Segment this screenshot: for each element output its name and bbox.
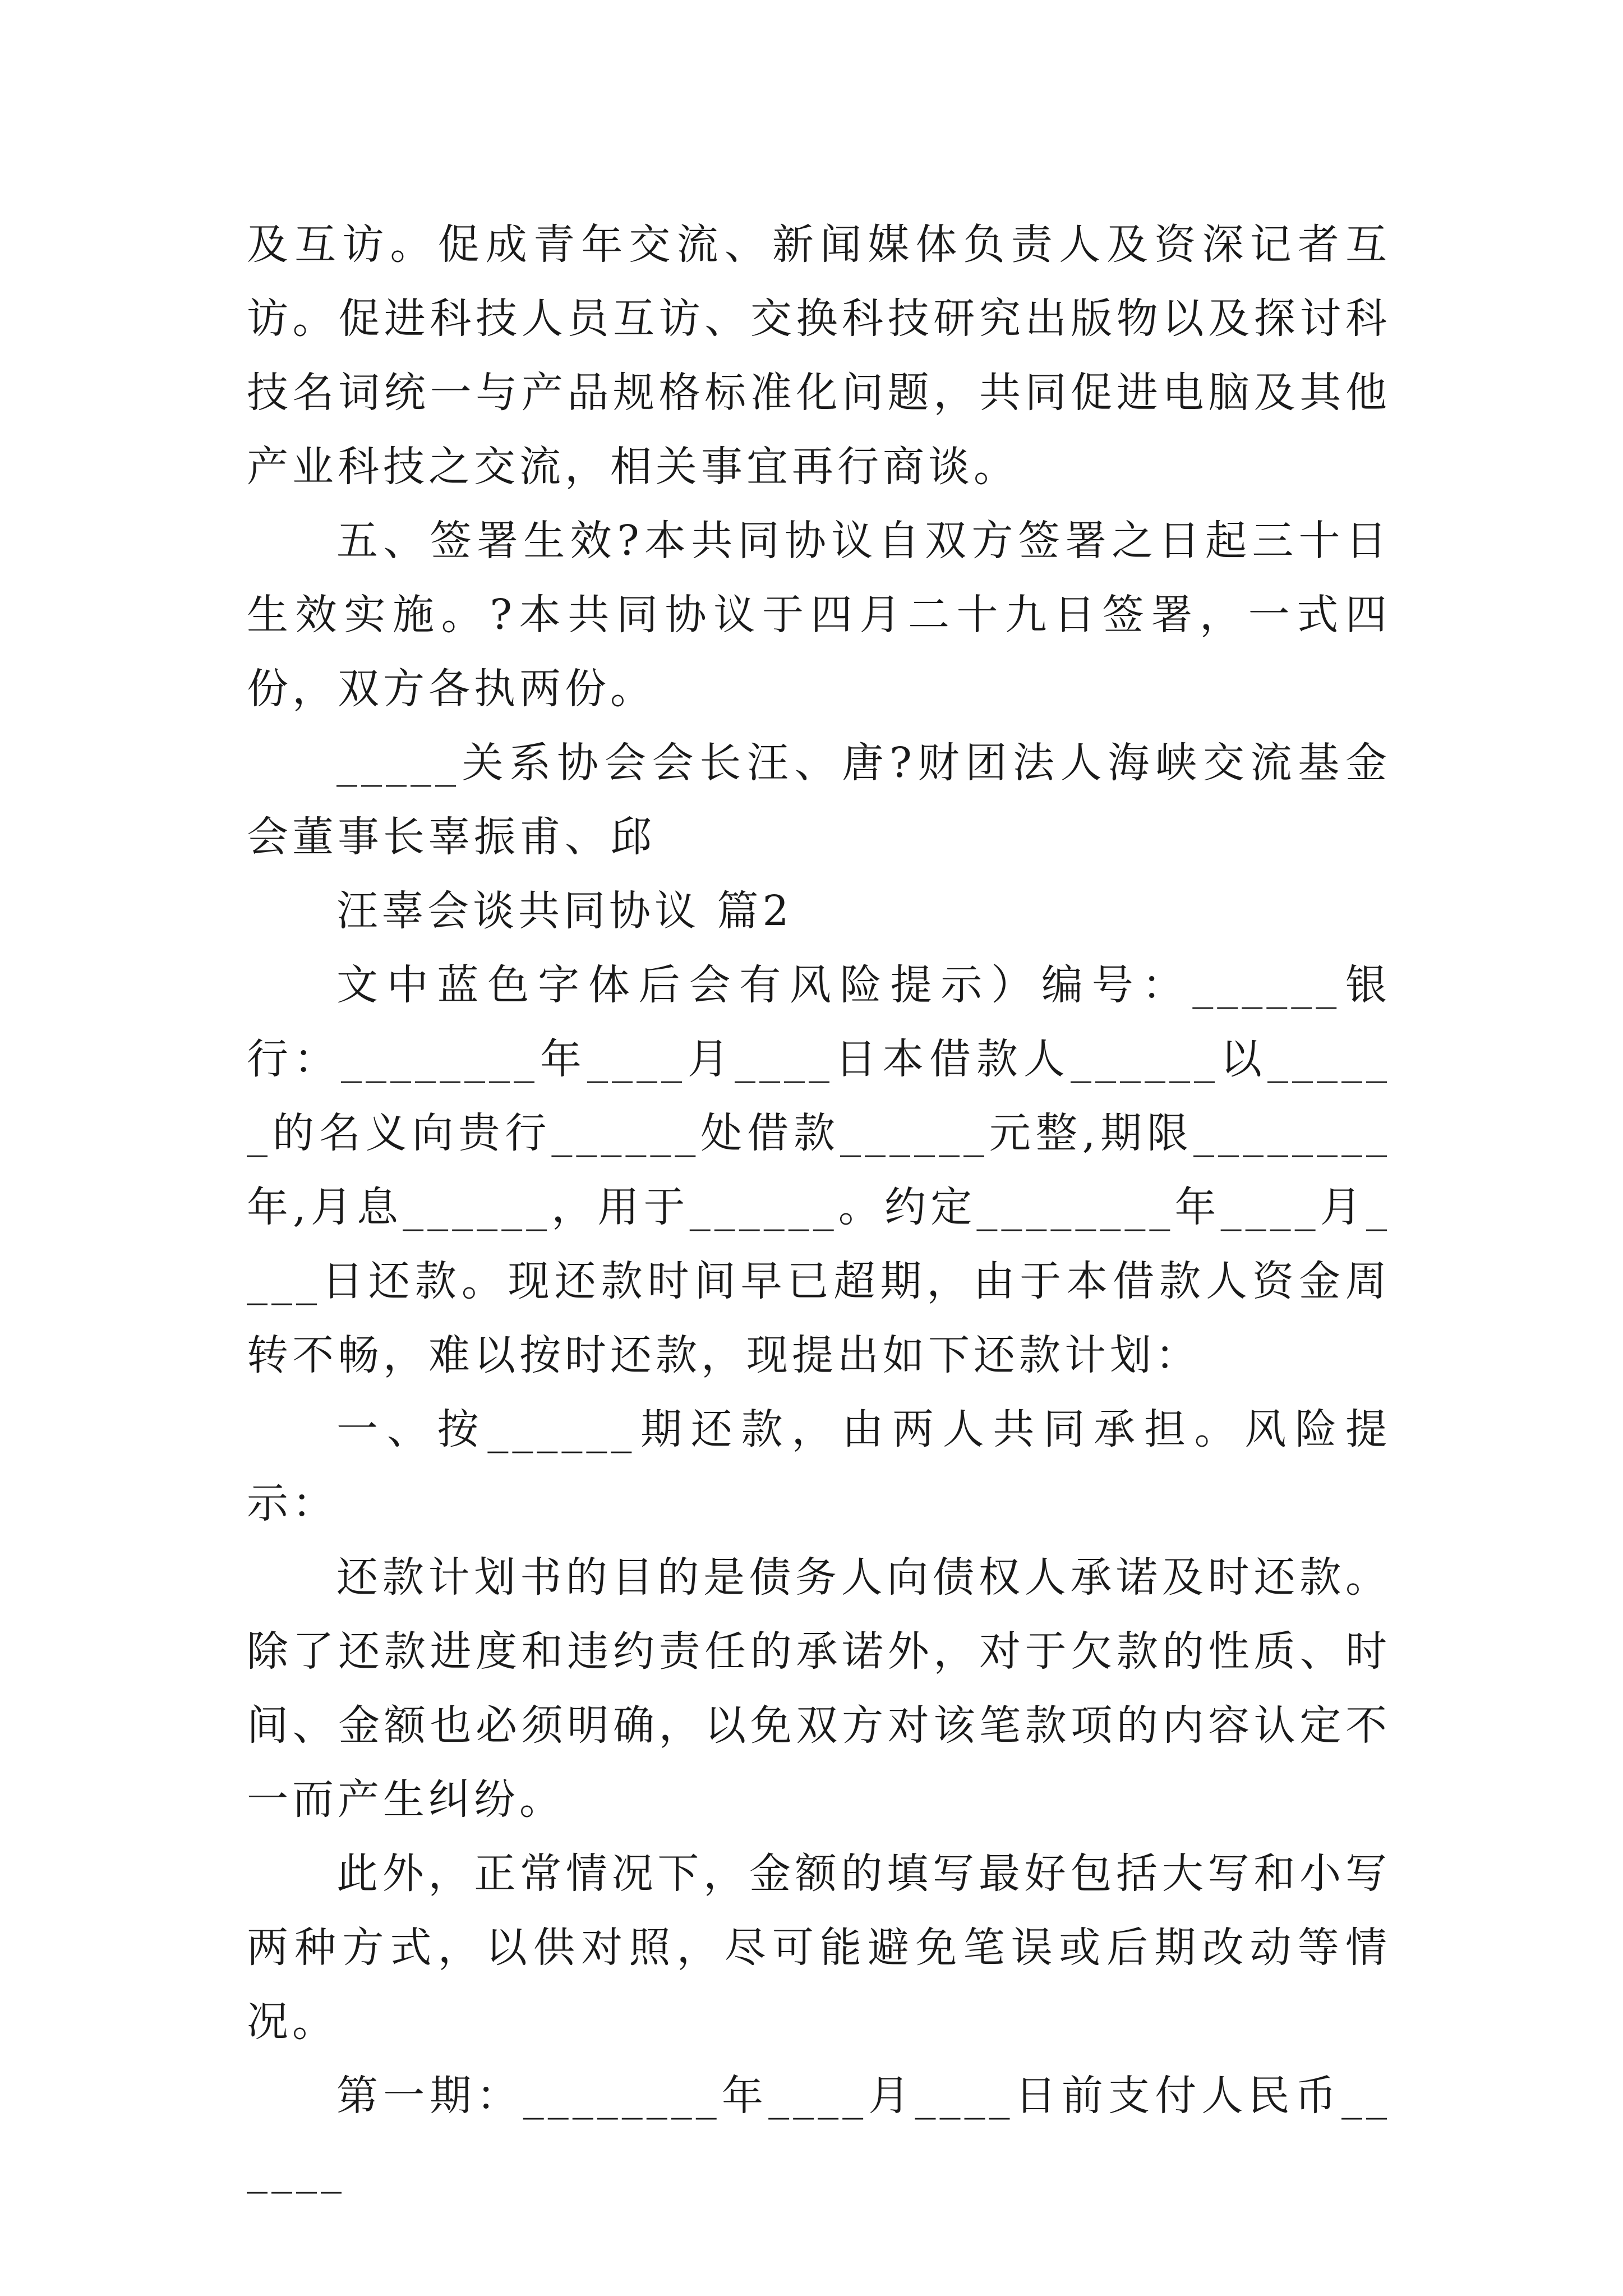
paragraph-risk-note: 还款计划书的目的是债务人向债权人承诺及时还款。除了还款进度和违约责任的承诺外，对于欠款的性质、时间、金额也必须明确，以免双方对该笔款项的内容认定不一而产生纠纷。 <box>247 1553 1391 1824</box>
section-heading: 汪辜会谈共同协议 篇2 <box>336 887 793 935</box>
paragraph-amount-format: 此外，正常情况下，金额的填写最好包括大写和小写两种方式，以供对照，尽可能避免笔误或后期改动等情况。 <box>247 1849 1391 2046</box>
paragraph-exchange-visits: 及互访。促成青年交流、新闻媒体负责人及资深记者互访。促进科技人员互访、交换科技研究出版物以及探讨科技名词统一与产品规格标准化问题，共同促进电脑及其他产业科技之交流，相关事宜再行商谈。 <box>247 220 1391 491</box>
paragraph-signatories: _____关系协会会长汪、唐?财团法人海峡交流基金会董事长辜振甫、邱 <box>247 739 1391 861</box>
paragraph-installment-terms: 一、按______期还款，由两人共同承担。风险提示： <box>247 1405 1391 1527</box>
document-body <box>247 208 1391 2207</box>
paragraph-loan-statement: 文中蓝色字体后会有风险提示）编号：______银行：________年____月____日本借款人______以______的名义向贵行______处借款______元整,期限________年,月息______，用于______。约定________年____月____日还款。现还款时间早已超期，由于本借款人资金周转不畅，难以按时还款，现提出如下还款计划： <box>247 961 1391 1379</box>
paragraph-first-installment: 第一期：________年____月____日前支付人民币______ <box>247 2072 1391 2194</box>
paragraph-signing-effective: 五、签署生效?本共同协议自双方签署之日起三十日生效实施。?本共同协议于四月二十九日签署，一式四份，双方各执两份。 <box>247 517 1391 713</box>
